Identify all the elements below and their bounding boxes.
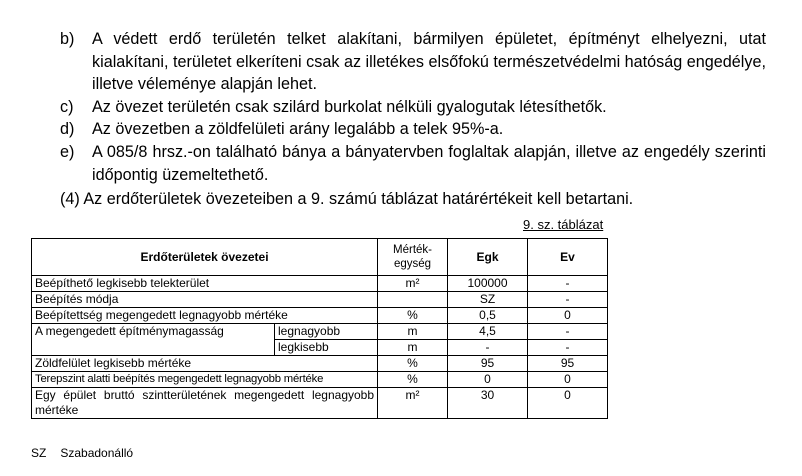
table-row bbox=[32, 292, 608, 308]
row-ev: 0 bbox=[528, 388, 608, 419]
row-label: Egy épület bruttó szintterületének megengedett legnagyobb mértéke bbox=[32, 388, 378, 419]
row-egk: 0 bbox=[448, 372, 528, 388]
legend-text: Szabadonálló bbox=[60, 446, 134, 460]
row-unit bbox=[378, 292, 448, 308]
row-egk: SZ bbox=[448, 292, 528, 308]
table-legend bbox=[31, 446, 133, 460]
row-sublabel: legnagyobb bbox=[275, 324, 378, 340]
row-unit: m bbox=[378, 340, 448, 356]
table-row bbox=[32, 356, 608, 372]
row-ev: - bbox=[528, 324, 608, 340]
row-unit: % bbox=[378, 372, 448, 388]
list-item-e bbox=[60, 141, 766, 186]
table-row bbox=[32, 324, 608, 340]
row-sublabel: legkisebb bbox=[275, 340, 378, 356]
header-zone: Erdőterületek övezetei bbox=[32, 239, 378, 276]
row-unit: % bbox=[378, 308, 448, 324]
list-marker: c) bbox=[60, 97, 74, 116]
list-item-d bbox=[60, 118, 766, 141]
list-item-b bbox=[60, 28, 766, 96]
row-egk: - bbox=[448, 340, 528, 356]
regulation-list bbox=[60, 28, 766, 186]
row-egk: 100000 bbox=[448, 276, 528, 292]
row-egk: 95 bbox=[448, 356, 528, 372]
row-ev: 0 bbox=[528, 372, 608, 388]
row-ev: - bbox=[528, 276, 608, 292]
row-unit: m² bbox=[378, 388, 448, 419]
list-text: A 085/8 hrsz.-on található bánya a bányatervben foglaltak alapján, illetve az engedély szerinti időpontig üzemeltethető. bbox=[92, 142, 766, 184]
list-text: Az övezetben a zöldfelületi arány legalább a telek 95%-a. bbox=[92, 120, 504, 139]
list-marker: e) bbox=[60, 142, 75, 161]
list-marker: d) bbox=[60, 120, 75, 139]
row-label: A megengedett építménymagasság bbox=[32, 324, 275, 356]
table-row bbox=[32, 372, 608, 388]
paragraph-4: (4) Az erdőterületek övezeteiben a 9. számú táblázat határértékeit kell betartani. bbox=[60, 190, 634, 208]
row-unit: m bbox=[378, 324, 448, 340]
table-row bbox=[32, 388, 608, 419]
row-ev: - bbox=[528, 292, 608, 308]
row-ev: 95 bbox=[528, 356, 608, 372]
row-label: Beépítés módja bbox=[32, 292, 378, 308]
row-label: Beépíthető legkisebb telekterület bbox=[32, 276, 378, 292]
row-unit: % bbox=[378, 356, 448, 372]
legend-abbreviation: SZ bbox=[31, 446, 47, 460]
row-unit: m² bbox=[378, 276, 448, 292]
limits-table bbox=[31, 238, 608, 419]
row-ev: - bbox=[528, 340, 608, 356]
row-label: Zöldfelület legkisebb mértéke bbox=[32, 356, 378, 372]
table-caption: 9. sz. táblázat bbox=[523, 217, 604, 232]
table-row bbox=[32, 308, 608, 324]
list-marker: b) bbox=[60, 30, 75, 48]
row-egk: 30 bbox=[448, 388, 528, 419]
table-row bbox=[32, 276, 608, 292]
row-label: Terepszint alatti beépítés megengedett legnagyobb mértéke bbox=[32, 372, 378, 388]
table-header-row bbox=[32, 239, 608, 276]
list-text: Az övezet területén csak szilárd burkolat nélküli gyalogutak létesíthetők. bbox=[92, 97, 607, 116]
list-item-c bbox=[60, 96, 766, 119]
row-ev: 0 bbox=[528, 308, 608, 324]
header-egk: Egk bbox=[448, 239, 528, 276]
header-ev: Ev bbox=[528, 239, 608, 276]
row-label: Beépítettség megengedett legnagyobb mértéke bbox=[32, 308, 378, 324]
row-egk: 4,5 bbox=[448, 324, 528, 340]
row-egk: 0,5 bbox=[448, 308, 528, 324]
list-text: A védett erdő területén telket alakítani, bármilyen épületet, építményt elhelyezni, utat kialakítani, területet elkeríteni csak az illetékes elsőfokú természetvédelmi hatóság engedélye, illetve véleménye alapján lehet. bbox=[92, 30, 766, 94]
header-unit: Mérték-egység bbox=[378, 239, 448, 276]
